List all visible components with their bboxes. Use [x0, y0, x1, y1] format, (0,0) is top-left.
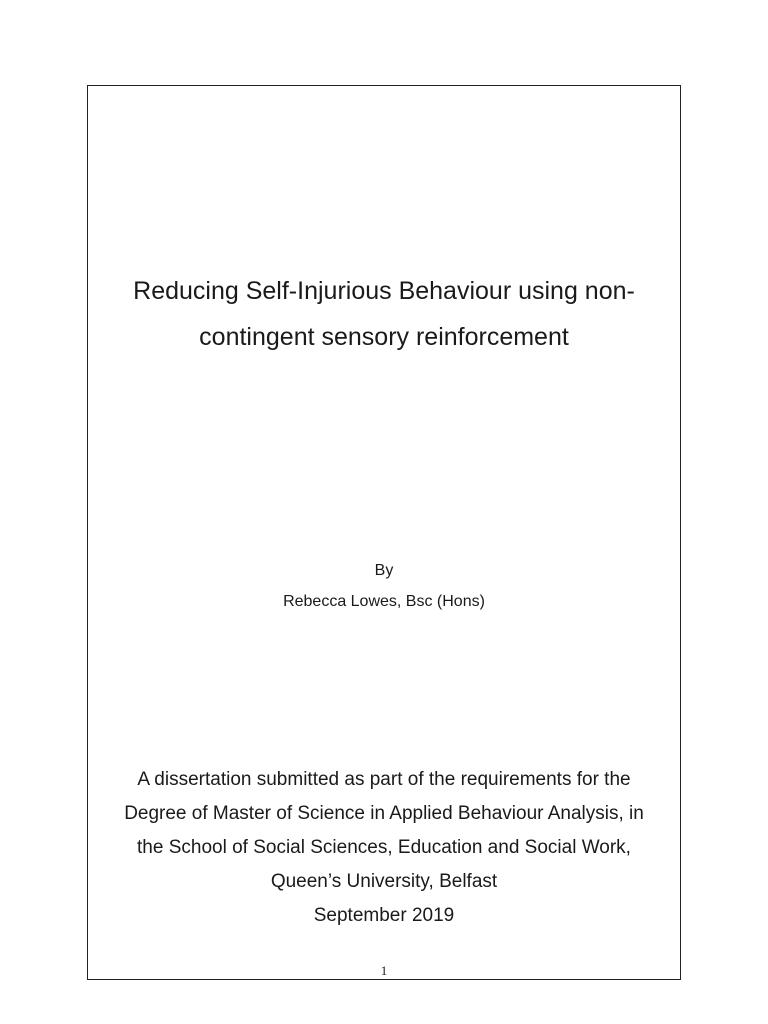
page-number: 1 — [380, 963, 388, 978]
statement-line-4: Queen’s University, Belfast — [270, 871, 498, 892]
title-line-1: Reducing Self-Injurious Behaviour using non- — [133, 277, 635, 305]
statement-date: September 2019 — [313, 905, 455, 926]
title-line-2: contingent sensory reinforcement — [199, 323, 569, 351]
statement-line-2: Degree of Master of Science in Applied Behaviour Analysis, in — [124, 803, 644, 824]
dissertation-statement — [87, 763, 681, 933]
statement-line-1: A dissertation submitted as part of the requirements for the — [137, 769, 631, 790]
by-label: By — [374, 562, 394, 579]
author-name: Rebecca Lowes, Bsc (Hons) — [283, 593, 485, 610]
document-title — [87, 268, 681, 360]
statement-line-3: the School of Social Sciences, Education and Social Work, — [137, 837, 631, 858]
